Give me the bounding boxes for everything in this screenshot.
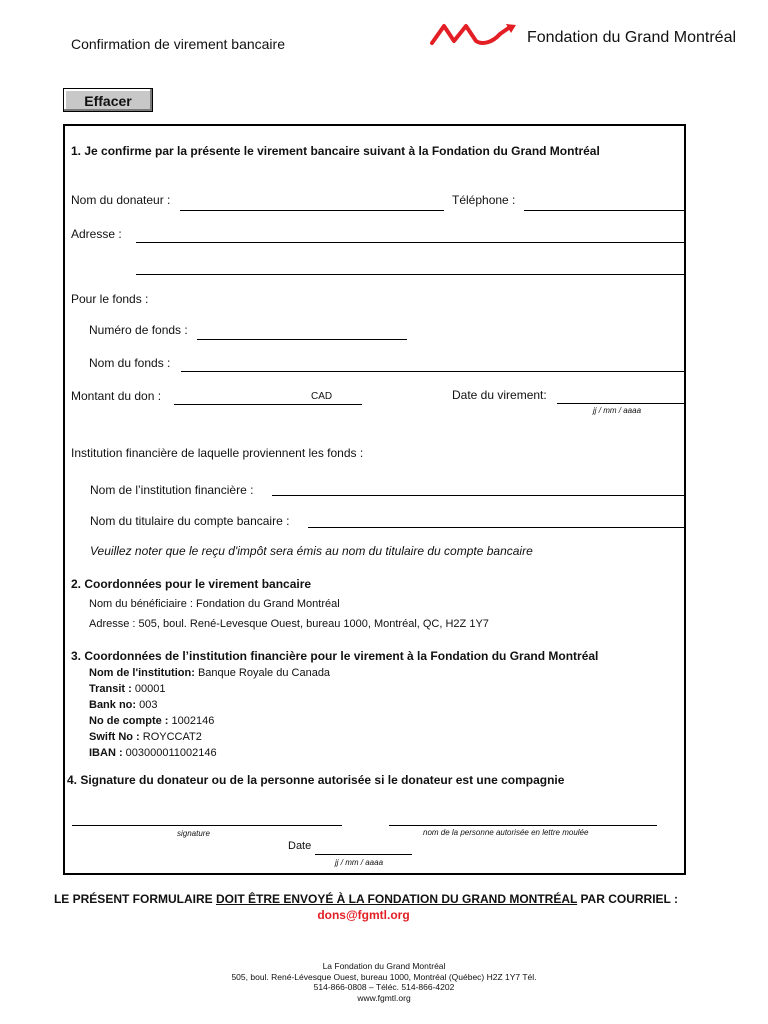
beneficiary-address: Adresse : 505, boul. René-Levesque Ouest, bureau 1000, Montréal, QC, H2Z 1Y7 bbox=[89, 618, 489, 630]
footer-line: 514-866-0808 – Téléc. 514-866-4202 bbox=[313, 982, 455, 992]
footer-line: 505, boul. René-Lévesque Ouest, bureau 1000, Montréal (Québec) H2Z 1Y7 Tél. bbox=[231, 971, 537, 982]
phone-label: Téléphone : bbox=[452, 193, 516, 207]
signature-date-input[interactable] bbox=[315, 837, 412, 855]
bank-row: Transit : 00001 bbox=[89, 683, 166, 695]
institution-name-input[interactable] bbox=[272, 478, 684, 496]
bank-row: Swift No : ROYCCAT2 bbox=[89, 731, 202, 743]
section1-heading: 1. Je confirme par la présente le virement bancaire suivant à la Fondation du Grand Montréal bbox=[71, 144, 600, 158]
section3-heading: 3. Coordonnées de l’institution financière pour le virement à la Fondation du Grand Montréal bbox=[71, 649, 599, 663]
phone-input[interactable] bbox=[524, 193, 684, 211]
footer-address bbox=[0, 961, 768, 1003]
donor-name-label: Nom du donateur : bbox=[71, 193, 171, 207]
section2-heading: 2. Coordonnées pour le virement bancaire bbox=[71, 577, 312, 591]
section4-heading: 4. Signature du donateur ou de la personne autorisée si le donateur est une compagnie bbox=[67, 773, 565, 787]
donor-name-input[interactable] bbox=[180, 193, 444, 211]
transfer-date-label: Date du virement: bbox=[452, 388, 547, 402]
transfer-date-format: jj / mm / aaaa bbox=[593, 406, 642, 415]
institution-intro: Institution financière de laquelle proviennent les fonds : bbox=[71, 446, 364, 460]
fund-name-label: Nom du fonds : bbox=[89, 356, 171, 370]
bank-row: No de compte : 1002146 bbox=[89, 715, 215, 727]
beneficiary-text: Nom du bénéficiaire : Fondation du Grand Montréal bbox=[89, 598, 340, 610]
bank-row: Bank no: 003 bbox=[89, 699, 158, 711]
fund-number-input[interactable] bbox=[197, 322, 407, 340]
email-link[interactable]: dons@fgmtl.org bbox=[317, 908, 410, 922]
page-title: Confirmation de virement bancaire bbox=[71, 36, 285, 52]
amount-input[interactable] bbox=[174, 387, 362, 405]
email-notice: LE PRÉSENT FORMULAIRE DOIT ÊTRE ENVOYÉ À LA FONDATION DU GRAND MONTRÉAL PAR COURRIEL : bbox=[53, 892, 679, 906]
receipt-note: Veuillez noter que le reçu d'impôt sera émis au nom du titulaire du compte bancaire bbox=[90, 544, 533, 558]
fund-name-input[interactable] bbox=[181, 354, 684, 372]
account-holder-input[interactable] bbox=[308, 510, 684, 528]
foundation-logo-icon bbox=[430, 21, 520, 47]
authorized-name-caption: nom de la personne autorisée en lettre moulée bbox=[423, 828, 589, 837]
bank-row: Nom de l'institution: Banque Royale du Canada bbox=[89, 667, 331, 679]
bank-row: IBAN : 003000011002146 bbox=[89, 747, 217, 759]
institution-name-label: Nom de l’institution financière : bbox=[90, 483, 254, 497]
signature-date-format: jj / mm / aaaa bbox=[335, 858, 384, 867]
signature-caption: signature bbox=[177, 829, 210, 838]
transfer-date-input[interactable] bbox=[557, 386, 684, 404]
account-holder-label: Nom du titulaire du compte bancaire : bbox=[90, 514, 290, 528]
signature-date-label: Date bbox=[288, 840, 312, 852]
address-line1-input[interactable] bbox=[136, 225, 684, 243]
clear-button[interactable]: Effacer bbox=[63, 88, 153, 112]
amount-label: Montant du don : bbox=[71, 389, 162, 403]
address-line2-input[interactable] bbox=[136, 257, 684, 275]
fund-label: Pour le fonds : bbox=[71, 292, 149, 306]
authorized-name-input[interactable] bbox=[389, 808, 657, 826]
org-name: Fondation du Grand Montréal bbox=[527, 29, 737, 46]
signature-input[interactable] bbox=[72, 808, 342, 826]
fund-number-label: Numéro de fonds : bbox=[89, 323, 188, 337]
footer-line: La Fondation du Grand Montréal bbox=[322, 961, 446, 971]
footer-line: www.fgmtl.org bbox=[357, 992, 411, 1003]
address-label: Adresse : bbox=[71, 227, 122, 241]
bank-details bbox=[89, 665, 330, 761]
currency-label: CAD bbox=[311, 391, 333, 402]
